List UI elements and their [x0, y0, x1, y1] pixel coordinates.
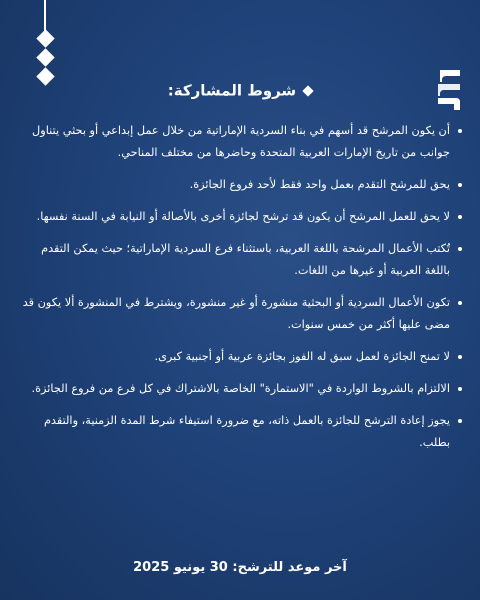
- condition-text: الالتزام بالشروط الواردة في "الاستمارة" الخاصة بالاشتراك في كل فرع من فروع الجائزة.: [31, 382, 450, 395]
- condition-text: يحق للمرشح التقدم بعمل واحد فقط لأحد فروع الجائزة.: [189, 178, 450, 191]
- bullet-icon: [458, 183, 462, 187]
- bullet-icon: [458, 215, 462, 219]
- bullet-icon: [458, 419, 462, 423]
- bullet-icon: [458, 247, 462, 251]
- decorative-diamond-icon: [36, 48, 54, 66]
- list-item: [18, 206, 462, 228]
- list-item: [18, 378, 462, 400]
- deadline-text: آخر موعد للترشح: 30 يونيو 2025: [133, 560, 347, 575]
- bullet-icon: [458, 301, 462, 305]
- condition-text: لا يحق للعمل المرشح أن يكون قد ترشح لجائزة أخرى بالأصالة أو النيابة في السنة نفسها.: [36, 210, 450, 223]
- heading-diamond-icon: [303, 85, 314, 96]
- section-heading: [0, 80, 480, 104]
- bullet-icon: [458, 129, 462, 133]
- list-item: [18, 120, 462, 164]
- list-item: [18, 346, 462, 368]
- page-title: شروط المشاركة:: [167, 81, 297, 100]
- bullet-icon: [458, 387, 462, 391]
- bullet-icon: [458, 355, 462, 359]
- list-item: [18, 238, 462, 282]
- condition-text: تُكتب الأعمال المرشحة باللغة العربية، باستثناء فرع السردية الإماراتية؛ حيث يمكن التقدم باللغة العربية أو غيرها من اللغات.: [41, 242, 450, 277]
- condition-text: أن يكون المرشح قد أسهم في بناء السردية الإماراتية من خلال عمل إبداعي أو بحثي يتناول جوانب من تاريخ الإمارات العربية المتحدة وحاضرها من مختلف المناحي.: [32, 124, 450, 159]
- conditions-list: [18, 120, 462, 464]
- condition-text: تكون الأعمال السردية أو البحثية منشورة أو غير منشورة، ويشترط في المنشورة ألا يكون قد مضى عليها أكثر من خمس سنوات.: [22, 296, 450, 331]
- list-item: [18, 292, 462, 336]
- list-item: [18, 174, 462, 196]
- decorative-diamond-icon: [36, 29, 54, 47]
- condition-text: يجوز إعادة الترشح للجائزة بالعمل ذاته، مع ضرورة استيفاء شرط المدة الزمنية، والتقدم بطلب.: [43, 414, 450, 449]
- list-item: [18, 410, 462, 454]
- condition-text: لا تمنح الجائزة لعمل سبق له الفوز بجائزة عربية أو أجنبية كبرى.: [154, 350, 450, 363]
